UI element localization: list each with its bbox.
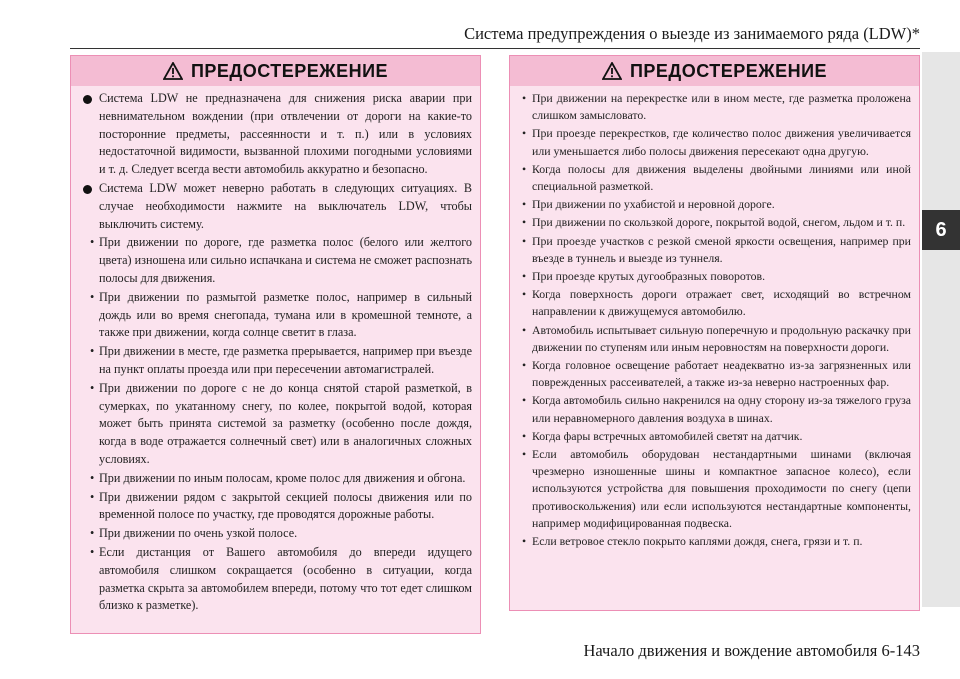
warning-subitem <box>522 286 911 320</box>
item-text: При движении по размытой разметке полос, например в сильный дождь или во время снегопада, тумана или в кромешной темноте, а также при движении, когда солнце светит в глаза. <box>99 289 472 340</box>
bullet-icon: • <box>90 235 95 250</box>
item-text: Автомобиль испытывает сильную поперечную и продольную раскачку при движении по ступеням или иным неровностям на поверхности дороги. <box>532 322 911 354</box>
warning-subitem <box>522 233 911 267</box>
bullet-icon: • <box>90 380 95 395</box>
warning-subitem <box>522 268 911 285</box>
warning-subitem <box>522 322 911 356</box>
warning-subitem <box>522 446 911 532</box>
bullet-icon: • <box>522 322 527 337</box>
bullet-icon: • <box>522 161 527 176</box>
item-text: При движении в месте, где разметка прерывается, например при въезде на пункт оплаты проезда или при пересечении автомагистралей. <box>99 344 472 376</box>
item-text: При проезде перекрестков, где количество полос движения увеличивается или уменьшается либо полосы движения пересекают одна другую. <box>532 126 911 158</box>
item-text: При движении по очень узкой полосе. <box>99 526 298 541</box>
bullet-icon: • <box>90 489 95 504</box>
warning-subitem <box>83 470 472 488</box>
warning-item <box>83 90 472 179</box>
warning-subitem <box>83 525 472 543</box>
item-text: Если ветровое стекло покрыто каплями дождя, снега, грязи и т. п. <box>532 534 863 549</box>
warning-subitem <box>522 214 911 231</box>
warning-box-left <box>70 55 481 634</box>
warning-subitem <box>522 392 911 426</box>
bullet-icon: • <box>90 470 95 485</box>
item-text: При проезде участков с резкой сменой яркости освещения, например при въезде в туннель и выезде из туннеля. <box>532 233 911 265</box>
bullet-icon: • <box>522 393 527 408</box>
warning-subitem <box>522 125 911 159</box>
item-text: При движении по скользкой дороге, покрытой водой, снегом, льдом и т. п. <box>532 215 906 230</box>
warning-subitem <box>522 161 911 195</box>
warning-subitem <box>522 90 911 124</box>
bullet-icon: • <box>522 91 527 105</box>
bullet-icon: • <box>90 544 95 559</box>
warning-header-right <box>510 56 919 86</box>
warning-item <box>83 180 472 233</box>
warning-subitem <box>522 533 911 550</box>
bullet-icon: • <box>90 526 95 541</box>
item-text: Когда полосы для движения выделены двойными линиями или иной специальной разметкой. <box>532 161 911 194</box>
side-tab <box>922 52 960 607</box>
bullet-icon: • <box>522 215 527 230</box>
item-text: Когда фары встречных автомобилей светят на датчик. <box>532 428 803 443</box>
chapter-tab: 6 <box>922 210 960 250</box>
warning-box-right <box>509 55 920 611</box>
bullet-icon: • <box>522 233 527 248</box>
warning-subitem <box>83 343 472 379</box>
bullet-icon: • <box>522 197 527 212</box>
warning-subitem <box>522 357 911 391</box>
bullet-icon: • <box>522 287 527 302</box>
item-text: При движении по ухабистой и неровной дороге. <box>532 197 775 212</box>
warning-subitem <box>83 489 472 525</box>
item-text: Если дистанция от Вашего автомобиля до впереди идущего автомобиля слишком сокращается (особенно в ситуации, когда разметка скрыта за автомобилем впереди, потому что тот едет слишком близко к разметке). <box>99 544 472 613</box>
page-header-title: Система предупреждения о выезде из занимаемого ряда (LDW)* <box>464 24 920 43</box>
bullet-icon: • <box>522 428 527 443</box>
warning-header-left <box>71 56 480 86</box>
item-text: При движении по иным полосам, кроме полос для движения и обгона. <box>99 470 466 485</box>
bullet-icon: • <box>522 126 527 141</box>
item-text: При движении по дороге с не до конца снятой старой разметкой, в сумерках, по укатанному снегу, по колее, покрытой водой, которая может быть принята системой за разметку (особенно после дождя, когда в воде отражается солнечный свет) или в аналогичных сложных условиях. <box>99 380 472 466</box>
warning-subitem <box>522 428 911 445</box>
header-rule <box>70 48 920 49</box>
item-text: Система LDW не предназначена для снижения риска аварии при невнимательном вождении (при отвлечении от дороги на какие-то посторонние предметы, рассеянности и т. п.) или в условиях недостаточной видимости, вызванной плохими погодными условиями и т. д. Следует всегда вести автомобиль аккуратно и безопасно. <box>99 91 472 177</box>
bullet-icon: • <box>522 269 527 284</box>
bullet-icon: • <box>522 447 527 462</box>
page-footer: Начало движения и вождение автомобиля 6-143 <box>583 641 920 660</box>
warning-subitem <box>83 234 472 287</box>
warning-body-right <box>510 86 919 550</box>
warning-title-right: ПРЕДОСТЕРЕЖЕНИЕ <box>629 60 828 81</box>
item-text: При движении рядом с закрытой секцией полосы движения или по временной полосе по участку, где проводятся дорожные работы. <box>99 489 472 522</box>
bullet-icon: • <box>90 344 95 359</box>
item-text: Когда автомобиль сильно накренился на одну сторону из-за тяжелого груза или неравномерного давления воздуха в шинах. <box>532 393 911 425</box>
item-text: Система LDW может неверно работать в следующих ситуациях. В случае необходимости нажмите на выключатель LDW, чтобы выключить систему. <box>99 180 472 231</box>
warning-subitem <box>522 196 911 213</box>
warning-triangle-icon <box>602 62 622 80</box>
bullet-icon: • <box>522 534 527 549</box>
item-text: Если автомобиль оборудован нестандартными шинами (включая чрезмерно изношенные шины и компактное запасное колесо), если используются устройства для повышения проходимости по снегу (цепи противоскольжения) или если используются нестандартные компоненты, например модифицированная подвеска. <box>532 447 911 530</box>
bullet-dot-icon <box>83 185 92 194</box>
warning-subitem <box>83 544 472 615</box>
item-text: При проезде крутых дугообразных поворотов. <box>532 269 766 284</box>
item-text: Когда поверхность дороги отражает свет, исходящий во встречном направлении к движущемуся автомобилю. <box>532 287 911 319</box>
bullet-icon: • <box>90 289 95 304</box>
bullet-dot-icon <box>83 95 92 104</box>
bullet-icon: • <box>522 358 527 373</box>
item-text: Когда головное освещение работает неадекватно из-за загрязненных или поврежденных рассеивателей, а также из-за неверно настроенных фар. <box>532 358 911 390</box>
warning-subitem <box>83 289 472 342</box>
warning-title-left: ПРЕДОСТЕРЕЖЕНИЕ <box>190 60 389 81</box>
warning-subitem <box>83 380 472 469</box>
item-text: При движении на перекрестке или в ином месте, где разметка проложена слишком замысловато. <box>532 91 911 123</box>
warning-triangle-icon <box>163 62 183 80</box>
warning-body-left <box>71 86 480 615</box>
item-text: При движении по дороге, где разметка полос (белого или желтого цвета) изношена или сильно испачкана и система не сможет распознать полосы для движения. <box>99 235 472 285</box>
